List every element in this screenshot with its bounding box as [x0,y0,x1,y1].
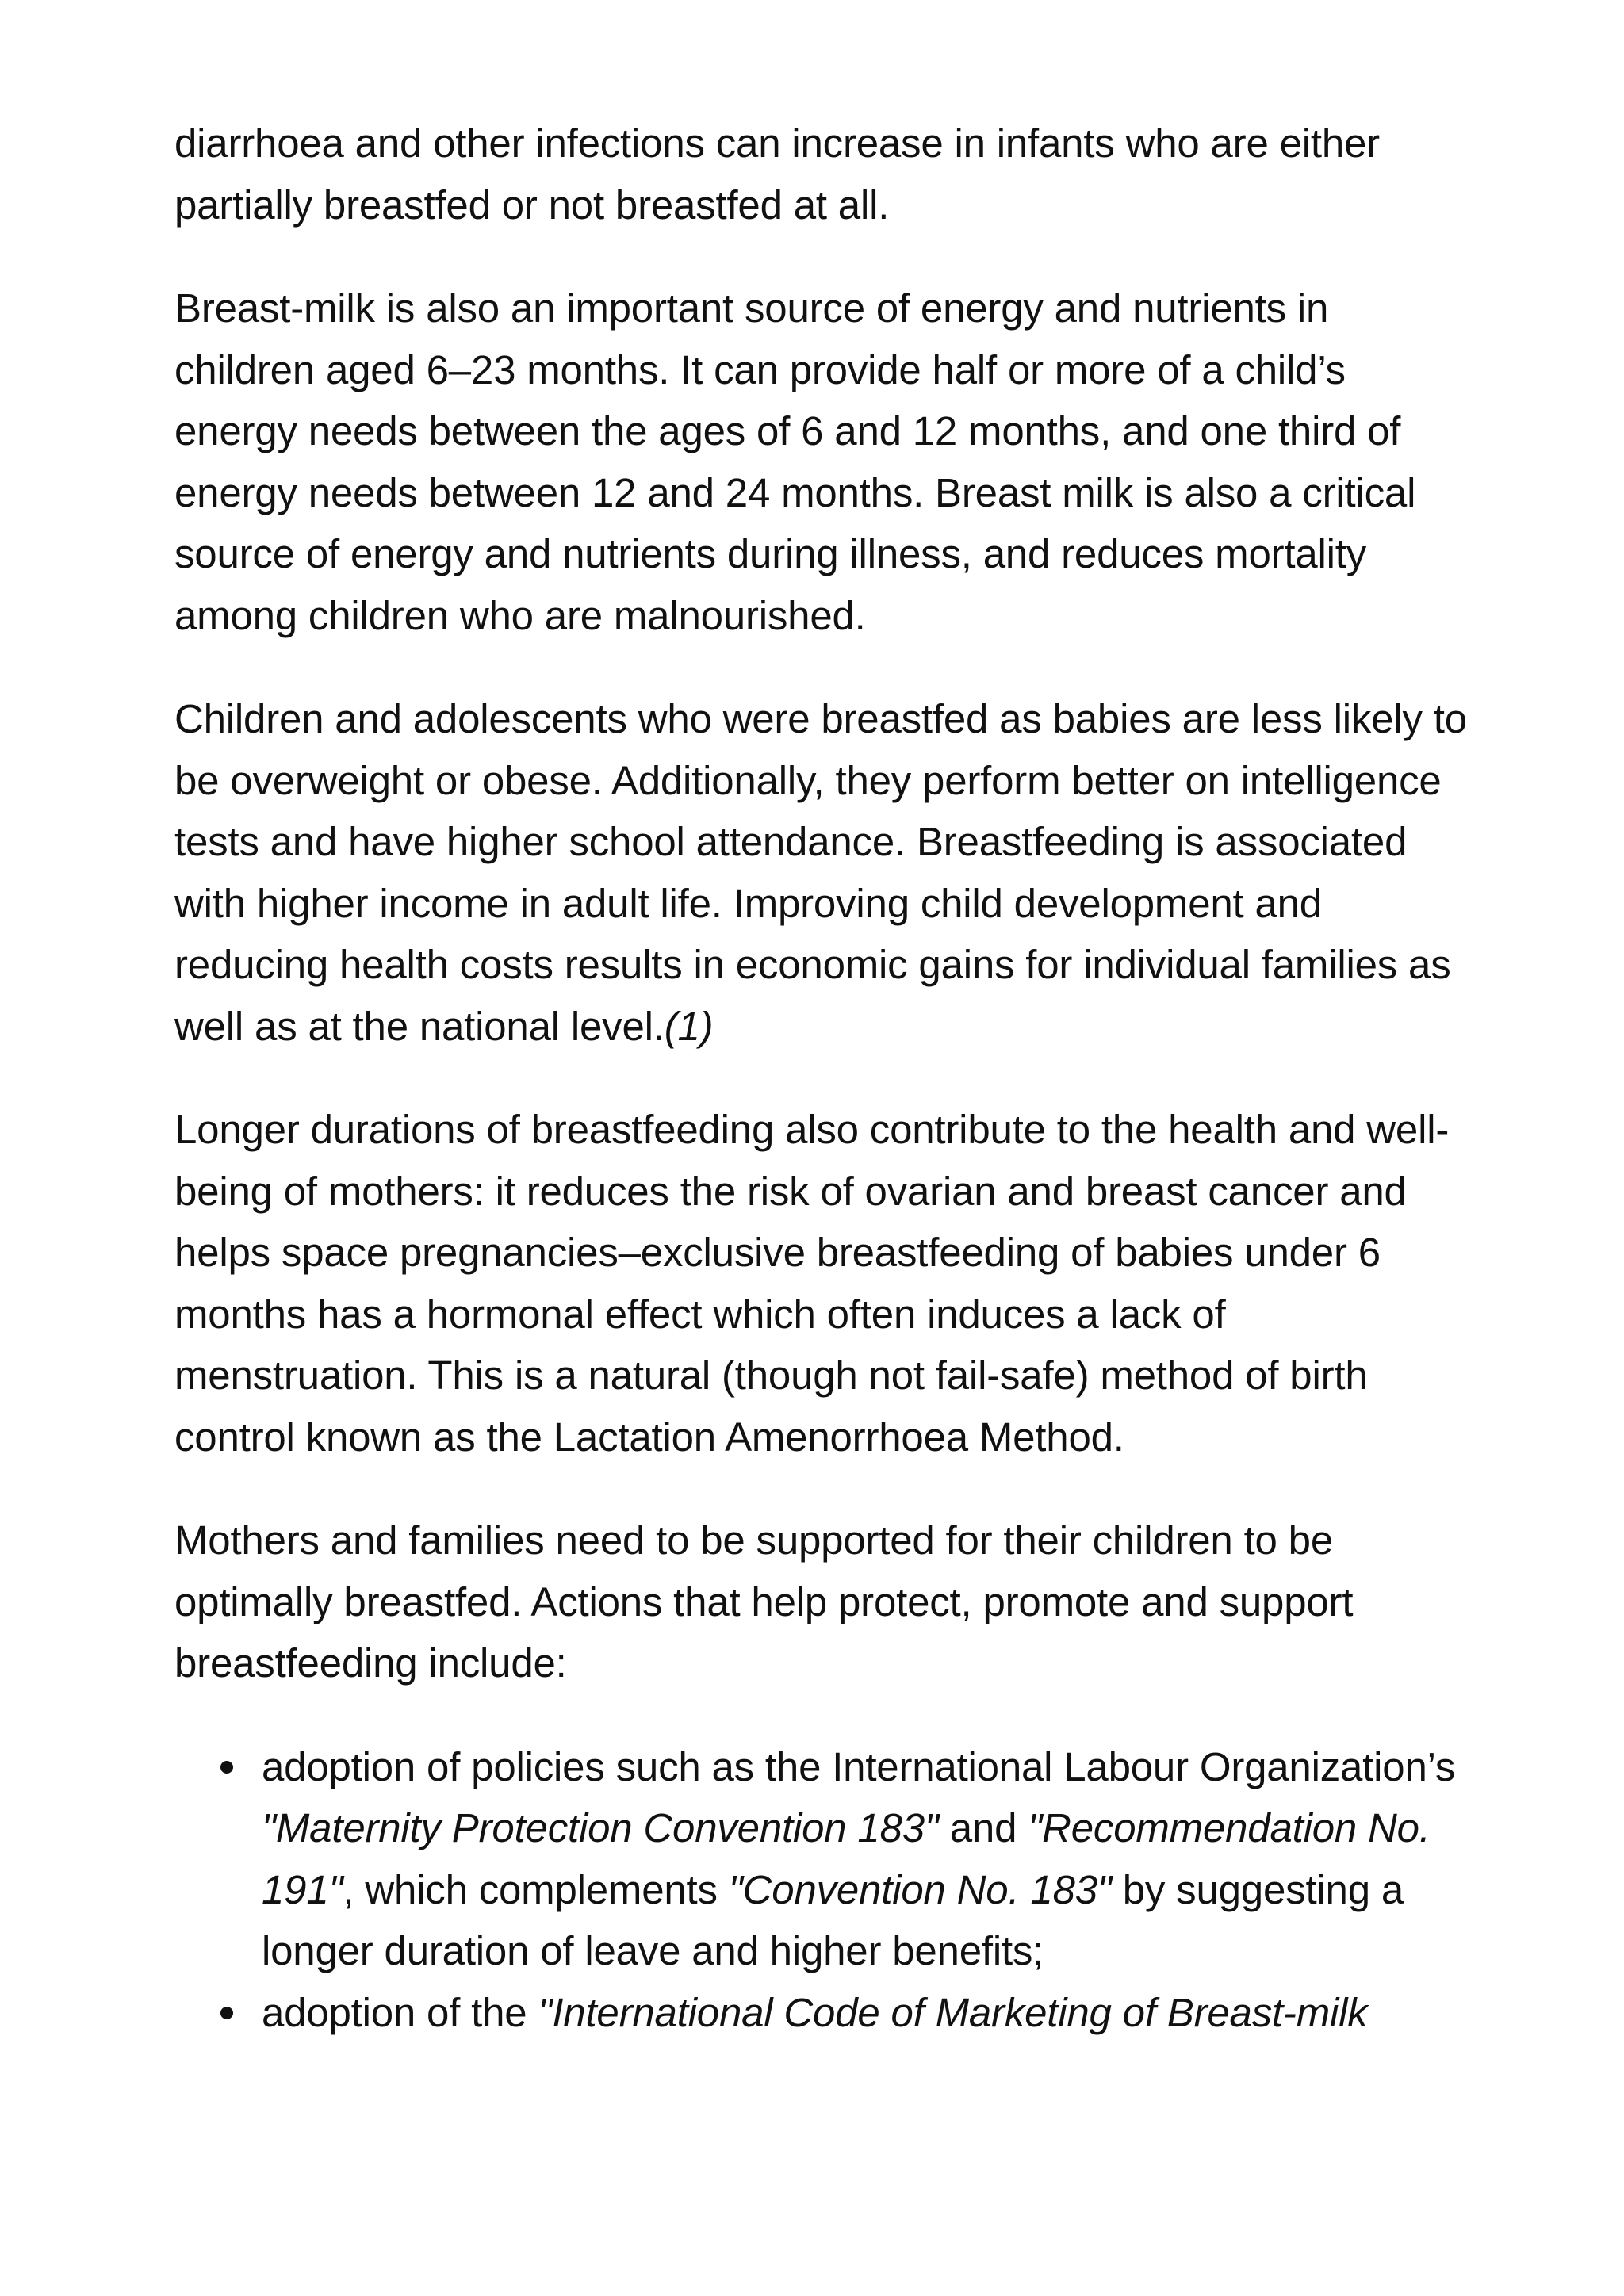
paragraph-child-outcomes [174,688,1475,1057]
paragraph-support-actions [174,1510,1475,1694]
bullet-icon [220,1761,233,1774]
list-item: adoption of the "International Code of Marketing of Breast-milk [262,1982,1475,2044]
paragraph-infections [174,113,1475,235]
document-body [174,113,1475,2043]
bullet-icon [220,2007,233,2019]
paragraph-text: Children and adolescents who were breastfed as babies are less likely to be overweight or obese. Additionally, they perform better on intelligence tests and have higher school attendance. Breastfeeding is associated with higher income in adult life. Improving child development and reducing health costs results in economic gains for individual families as well as at the national level. [174,696,1467,1049]
paragraph-energy-nutrients [174,277,1475,646]
paragraph-text: Mothers and families need to be supported for their children to be optimally breastfed. Actions that help protect, promote and support breastfeeding include: [174,1517,1354,1686]
citation-reference: (1) [664,1003,714,1049]
paragraph-text: Breast-milk is also an important source of energy and nutrients in children aged 6–23 months. It can provide half or more of a child’s energy needs between the ages of 6 and 12 months, and one third of energy needs between 12 and 24 months. Breast milk is also a critical source of energy and nutrients during illness, and reduces mortality among children who are malnourished. [174,285,1416,638]
list-item: adoption of policies such as the International Labour Organization’s "Maternity Protection Convention 183" and "Recommendation No. 191", which complements "Convention No. 183" by suggesting a longer duration of leave and higher benefits; [262,1736,1475,1982]
actions-list [174,1736,1475,2044]
paragraph-mother-health [174,1099,1475,1468]
paragraph-text: Longer durations of breastfeeding also contribute to the health and well-being of mothers: it reduces the risk of ovarian and breast cancer and helps space pregnancies–exclusive breastfeeding of babies under 6 months has a hormonal effect which often induces a lack of menstruation. This is a natural (though not fail-safe) method of birth control known as the Lactation Amenorrhoea Method. [174,1107,1450,1460]
paragraph-text: diarrhoea and other infections can increase in infants who are either partially breastfed or not breastfed at all. [174,121,1380,228]
